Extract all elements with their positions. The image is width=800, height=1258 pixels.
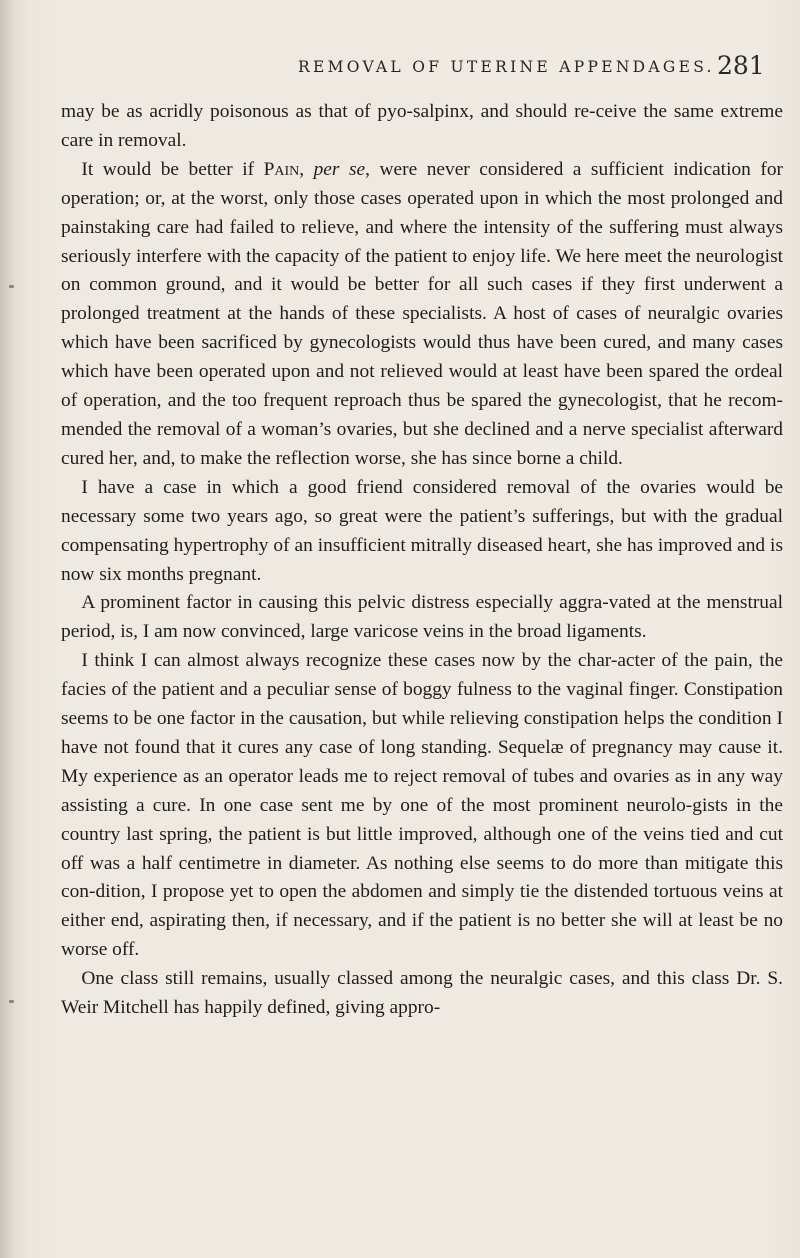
- body-text: [61, 98, 783, 1023]
- paragraph: It would be better if Pain, per se, were never considered a sufficient indication for operation; or, at the worst, only those cases operated upon in which the most prolonged and painstaking care had failed to relieve, and where the intensity of the suffering must always seriously interfere with the capacity of the patient to enjoy life. We here meet the neurologist on common ground, and it would be better for all such cases if they first underwent a prolonged treatment at the hands of these specialists. A host of cases of neuralgic ovaries which have been sacrificed by gynecologists would thus have been cured, and many cases which have been operated upon and not relieved would at least have been spared the ordeal of operation, and the too frequent reproach thus be spared the gynecologist, that he recom-mended the removal of a woman’s ovaries, but she declined and a nerve specialist afterward cured her, and, to make the reflection worse, she has since borne a child.: [61, 158, 783, 469]
- paragraph: I have a case in which a good friend considered removal of the ovaries would be necessary some two years ago, so great were the patient’s sufferings, but with the gradual compensating hypertrophy of an insufficient mitrally diseased heart, she has improved and is now six months pregnant.: [61, 476, 783, 585]
- paragraph: I think I can almost always recognize these cases now by the char-acter of the pain, the facies of the patient and a peculiar sense of boggy fulness to the vaginal finger. Constipation seems to be one factor in the causation, but while relieving constipation helps the condition I have not found that it cures any case of long standing. Sequelæ of pregnancy may cause it. My experience as an operator leads me to reject removal of tubes and ovaries as in any way assisting a cure. In one case sent me by one of the most prominent neurolo-gists in the country last spring, the patient is but little improved, although one of the veins tied and cut off was a half centimetre in diameter. As nothing else seems to do more than mitigate this con-dition, I propose yet to open the abdomen and simply tie the distended tortuous veins at either end, aspirating then, if necessary, and if the patient is no better she will at least be no worse off.: [61, 650, 783, 961]
- small-caps-term: Pain: [263, 158, 300, 180]
- page-gutter: [0, 0, 14, 1258]
- paragraph: A prominent factor in causing this pelvic distress especially aggra-vated at the menstrual period, is, I am now convinced, large varicose veins in the broad ligaments.: [61, 592, 783, 643]
- running-head: REMOVAL OF UTERINE APPENDAGES.: [298, 58, 715, 76]
- margin-speck: [9, 285, 14, 288]
- paragraph: may be as acridly poisonous as that of pyo-salpinx, and should re-ceive the same extreme care in removal.: [61, 101, 783, 151]
- italic-term: per se: [313, 158, 366, 180]
- paragraph: One class still remains, usually classed among the neuralgic cases, and this class Dr. S. Weir Mitchell has happily defined, giving appro-: [61, 968, 783, 1019]
- margin-speck: [9, 1000, 14, 1003]
- page-number: 281: [717, 51, 765, 80]
